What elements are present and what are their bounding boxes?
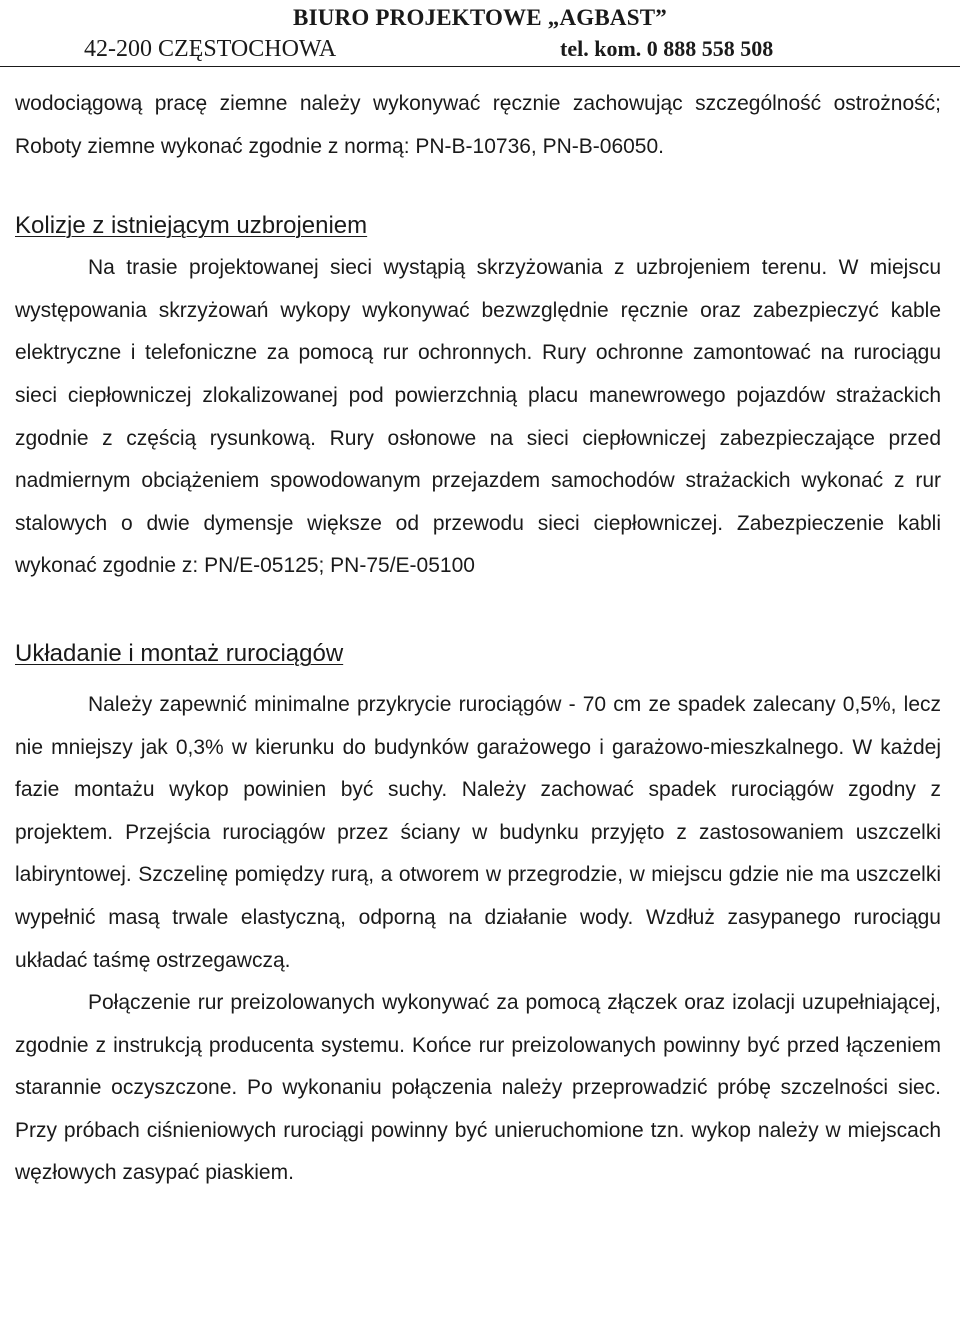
- company-phone: tel. kom. 0 888 558 508: [560, 36, 774, 61]
- section-heading-collisions: Kolizje z istniejącym uzbrojeniem: [15, 212, 368, 240]
- collisions-paragraph: Na trasie projektowanej sieci wystąpią skrzyżowania z uzbrojeniem terenu. W miejscu występowania skrzyżowań wykopy wykonywać bezwzględnie ręcznie oraz zabezpieczyć kable elektryczne i telefoniczne za pomocą rur ochronnych. Rury ochronne zamontować na rurociągu sieci ciepłowniczej zlokalizowanej pod powierzchnią placu manewrowego pojazdów strażackich zgodnie z częścią rysunkową. Rury osłonowe na sieci ciepłowniczej zabezpieczające przed nadmiernym obciążeniem spowodowanym przejazdem samochodów strażackich wykonać z rur stalowych o dwie dymensje większe od przewodu sieci ciepłowniczej. Zabezpieczenie kabli wykonać zgodnie z: PN/E-05125; PN-75/E-05100: [15, 256, 941, 578]
- page-header: [0, 0, 960, 68]
- company-city: 42-200 CZĘSTOCHOWA: [84, 36, 337, 62]
- company-name: BIURO PROJEKTOWE „AGBAST”: [293, 5, 667, 30]
- header-contact-row: [0, 34, 960, 64]
- header-divider: [0, 66, 960, 67]
- section-heading-pipe-laying: Układanie i montaż rurociągów: [15, 639, 344, 667]
- pipe-laying-paragraph-1: Należy zapewnić minimalne przykrycie rurociągów - 70 cm ze spadek zalecany 0,5%, lecz nie mniejszy jak 0,3% w kierunku do budynków garażowego i garażowo-mieszkalnego. W każdej fazie montażu wykop powinien być suchy. Należy zachować spadek rurociągów zgodny z projektem. Przejścia rurociągów przez ściany w budynku przyjęto z zastosowaniem uszczelki labiryntowej. Szczelinę pomiędzy rurą, a otworem w przegrodzie, w miejscu gdzie nie ma uszczelki wypełnić masą trwale elastyczną, odporną na działanie wody. Wzdłuż zasypanego rurociągu układać taśmę ostrzegawczą.: [15, 692, 941, 972]
- pipe-laying-paragraph-2: Połączenie rur preizolowanych wykonywać za pomocą złączek oraz izolacji uzupełniającej, zgodnie z instrukcją producenta systemu. Końce rur preizolowanych powinny być przed łączeniem starannie oczyszczone. Po wykonaniu połączenia należy przeprowadzić próbę szczelności siec. Przy próbach ciśnieniowych rurociągi powinny być unieruchomione tzn. wykop należy w miejscach węzłowych zasypać piaskiem.: [15, 991, 941, 1185]
- intro-paragraph: wodociągową pracę ziemne należy wykonywać ręcznie zachowując szczególność ostrożność; Roboty ziemne wykonać zgodnie z normą: PN-B-10736, PN-B-06050.: [15, 92, 941, 158]
- document-body: [15, 83, 941, 1195]
